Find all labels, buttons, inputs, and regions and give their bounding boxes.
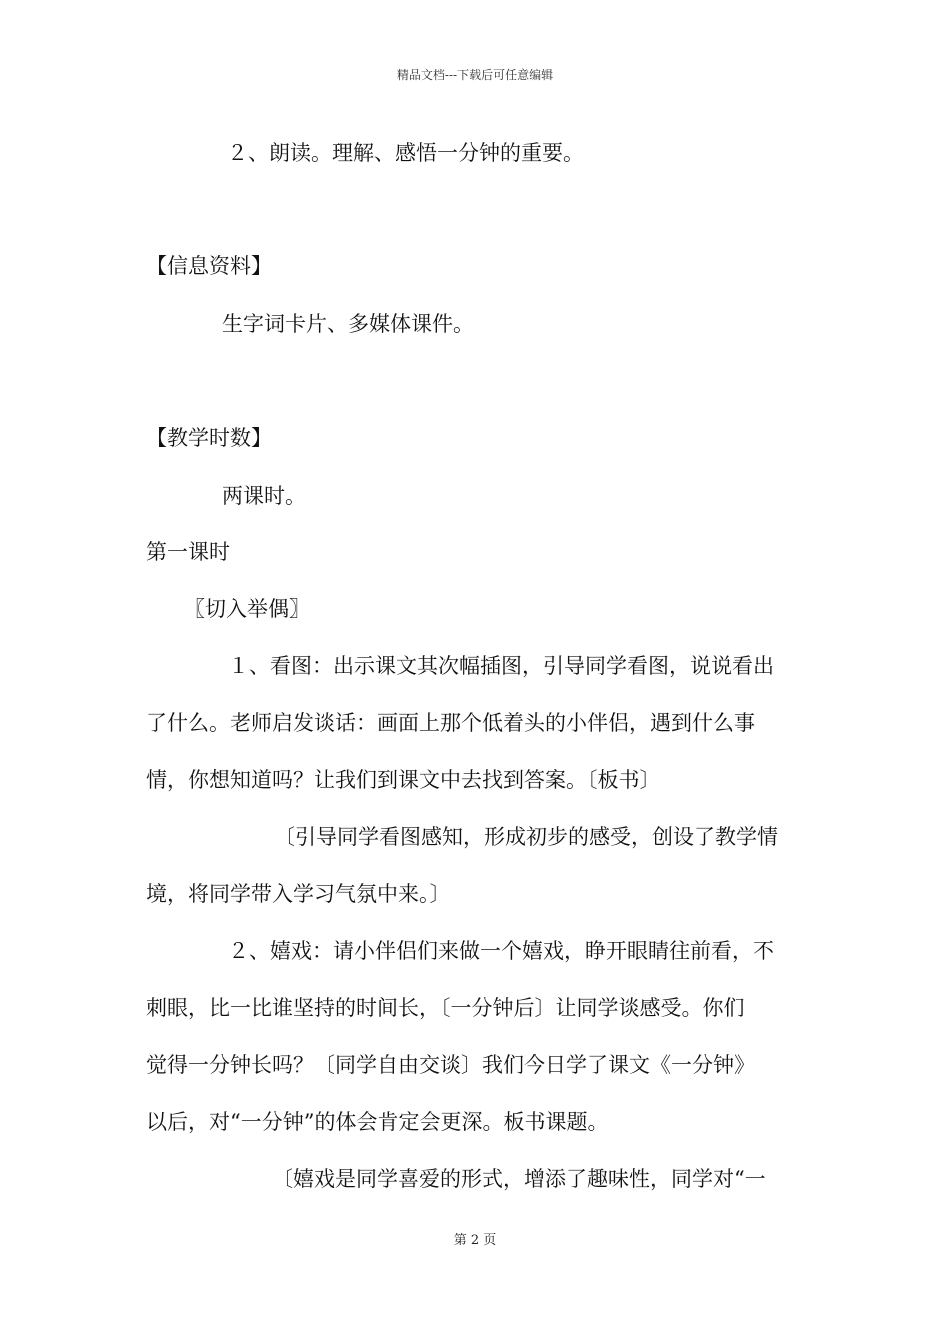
note1-line1: 〔引导同学看图感知，形成初步的感受，创设了教学情 — [274, 825, 778, 849]
lesson-1-title: 第一课时 — [146, 540, 230, 564]
goal-2: ２、朗读。理解、感悟一分钟的重要。 — [227, 141, 584, 165]
step1-line2: 了什么。老师启发谈话：画面上那个低着头的小伴侣，遇到什么事 — [146, 711, 755, 735]
intro-title: 〖切入举偶〗 — [184, 597, 310, 621]
step1-line1: １、看图：出示课文其次幅插图，引导同学看图，说说看出 — [228, 654, 774, 678]
section-hours-title: 【教学时数】 — [146, 426, 272, 450]
step2-line2: 刺眼，比一比谁坚持的时间长，〔一分钟后〕让同学谈感受。你们 — [146, 996, 745, 1020]
note2-line1: 〔嬉戏是同学喜爱的形式，增添了趣味性，同学对“一 — [272, 1167, 766, 1191]
step2-line1: ２、嬉戏：请小伴侣们来做一个嬉戏，睁开眼睛往前看，不 — [228, 939, 774, 963]
section-info-body: 生字词卡片、多媒体课件。 — [222, 312, 474, 336]
note1-line2: 境，将同学带入学习气氛中来。〕 — [146, 882, 451, 906]
page-number: 第 2 页 — [453, 1233, 497, 1248]
step2-line4: 以后，对“一分钟”的体会肯定会更深。板书课题。 — [146, 1110, 609, 1134]
page-header: 精品文档---下载后可任意编辑 — [396, 68, 554, 82]
step2-line3: 觉得一分钟长吗？〔同学自由交谈〕我们今日学了课文《一分钟》 — [146, 1053, 755, 1077]
step1-line3: 情，你想知道吗？让我们到课文中去找到答案。〔板书〕 — [146, 768, 661, 792]
section-hours-body: 两课时。 — [222, 484, 306, 508]
section-info-title: 【信息资料】 — [146, 254, 272, 278]
